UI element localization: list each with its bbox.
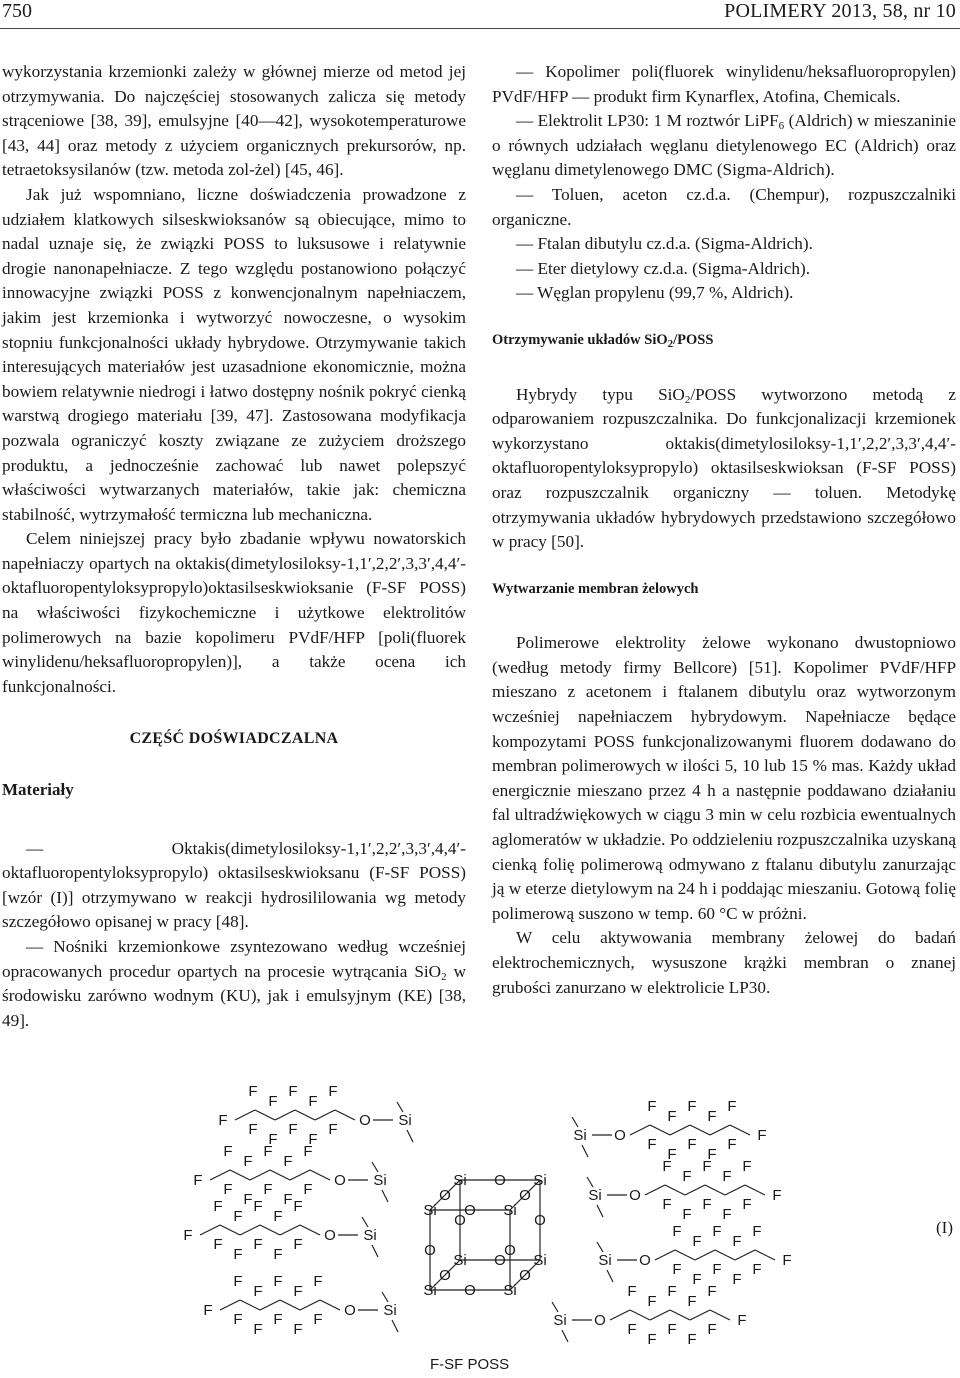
paragraph-intro-continued: wykorzystania krzemionki zależy w głównej mierze od metod jej otrzymywania. Do najczęściej stosowanych zalicza się metody strąceniowe [38, 39], emulsyjne [40—42], wysokotemperaturowe [43, 44] oraz metody z użyciem organicznych prekursorów, np. tetraetoksysilanów (tzw. metoda zol-żel) [45, 46]. [2,62,466,180]
subsection-title-materials: Materiały [2,780,74,800]
atom-label: F [313,1273,323,1290]
atom-label: Si [363,1227,377,1244]
atom-label: F [288,1121,298,1138]
bond [745,1185,765,1195]
atom-label: F [667,1146,677,1163]
atom-label: O [439,1267,451,1284]
atom-label: O [594,1312,606,1329]
atom-label: Si [533,1172,547,1189]
atom-label: F [732,1271,742,1288]
atom-label: Si [383,1302,397,1319]
atom-label: F [233,1311,243,1328]
material-item-copolymer: — Kopolimer poli(fluorek winylidenu/heksafluoropropylen) PVdF/HFP — produkt firm Kynarflex, Atofina, Chemicals. [492,62,956,106]
text-part: Hybrydy typu SiO [516,384,685,404]
bond [705,1185,725,1195]
atom-label: F [313,1311,323,1328]
fsf-poss-structure-drawing [140,1060,820,1360]
bond [715,1250,735,1260]
bond [665,1185,685,1195]
bond [685,1185,705,1195]
atom-label: F [687,1293,697,1310]
atom-label: F [752,1223,762,1240]
material-item-ether: — Eter dietylowy cz.d.a. (Sigma-Aldrich). [516,258,811,278]
atom-label: Si [533,1252,547,1269]
atom-label: F [702,1158,712,1175]
atom-label: O [519,1187,531,1204]
atom-label: F [243,1153,253,1170]
atom-label: F [687,1331,697,1348]
paragraph-membranes: Polimerowe elektrolity żelowe wykonano dwustopniowo (według metody firmy Bellcore) [51]. Kopolimer PVdF/HFP mieszano z acetonem i ftalanem dibutylu oraz wytworzonym wcześniej napełniaczem hybrydowym. Napełniacze będące kompozytami POSS funkcjonalizowanymi fluorem dodawano do membran polimerowych w ilości 5, 10 lub 15 % mas. Każdy układ energicznie mieszano przez 4 h a następnie poddawano działaniu fal ultradźwiękowych w ciągu 3 min w celu rozbicia ewentualnych aglomeratów w układzie. Po oddzieleniu rozpuszczalnika uzyskaną cienką folię polimerową odmywano z ftalanu dibutylu zanurzając ją w eterze dietylowym na 24 h i poddając mieszaniu. Gotową folię polimerową suszono w temp. 60 °C w próżni. [492,633,956,923]
atom-label: Si [503,1202,517,1219]
bond [392,1320,398,1332]
atom-label: F [293,1236,303,1253]
atom-label: F [253,1321,263,1338]
bond [315,1110,335,1120]
atom-label: O [639,1252,651,1269]
bond [372,1162,378,1172]
atom-label: F [283,1191,293,1208]
bond [582,1145,588,1157]
atom-label: O [324,1227,336,1244]
atom-label: Si [598,1252,612,1269]
bond [650,1125,670,1135]
bond [290,1170,310,1180]
atom-label: Si [423,1202,437,1219]
atom-label: F [193,1172,203,1189]
text-part: (Aldrich) w mieszaninie o równych udziałach węglanu dietylenowego EC (Aldrich) oraz węglanu dimetylenowego DMC (Sigma-Aldrich). [492,111,957,180]
atom-label: F [273,1311,283,1328]
atom-label: F [627,1321,637,1338]
atom-label: F [303,1143,313,1160]
subscript: 2 [684,393,691,406]
atom-label: O [424,1242,436,1259]
bond [372,1245,378,1257]
atom-label: F [253,1283,263,1300]
atom-label: F [782,1252,792,1269]
subsection-title-hybrids [492,328,956,353]
atom-label: O [344,1302,356,1319]
atom-label: O [439,1187,451,1204]
bond [610,1310,630,1320]
bond [572,1117,578,1127]
bond [587,1177,593,1187]
atom-label: F [662,1158,672,1175]
text-part: Otrzymywanie układów SiO [492,331,668,348]
bond [675,1250,695,1260]
bond [280,1225,300,1235]
atom-label: F [752,1261,762,1278]
chemical-structure-figure [140,1060,820,1360]
atom-label: F [268,1093,278,1110]
atom-label: F [687,1098,697,1115]
atom-label: F [253,1198,263,1215]
atom-label: F [293,1283,303,1300]
atom-label: F [727,1098,737,1115]
bond [300,1300,320,1310]
atom-label: Si [398,1112,412,1129]
atom-label: F [727,1136,737,1153]
atom-label: O [494,1172,506,1189]
atom-label: F [647,1136,657,1153]
atom-label: F [672,1223,682,1240]
bond [240,1225,260,1235]
bond [650,1310,670,1320]
atom-label: F [732,1233,742,1250]
bond [335,1110,355,1120]
atom-label: F [263,1181,273,1198]
atom-label: F [233,1246,243,1263]
text-part: /POSS [673,331,714,348]
atom-label: O [504,1242,516,1259]
section-title-experimental: CZĘŚĆ DOŚWIADCZALNA [129,730,339,748]
bond [735,1250,755,1260]
bond [260,1225,280,1235]
atom-label: F [712,1261,722,1278]
atom-label: F [757,1127,767,1144]
atom-label: F [293,1321,303,1338]
atom-label: F [772,1187,782,1204]
atom-label: F [647,1098,657,1115]
right-column [492,60,956,1000]
atom-label: F [712,1223,722,1240]
bond [280,1300,300,1310]
atom-label: F [303,1181,313,1198]
bond [670,1125,690,1135]
bond [562,1330,568,1342]
bond [670,1310,690,1320]
atom-label: F [268,1131,278,1148]
atom-label: F [233,1208,243,1225]
atom-label: F [308,1093,318,1110]
atom-label: F [328,1121,338,1138]
atom-label: Si [588,1187,602,1204]
bond [710,1125,730,1135]
atom-label: O [534,1212,546,1229]
bond [300,1225,320,1235]
bond [210,1170,230,1180]
atom-label: F [742,1196,752,1213]
bond [645,1185,665,1195]
atom-label: F [667,1283,677,1300]
atom-label: F [667,1108,677,1125]
atom-label: F [647,1331,657,1348]
atom-label: F [243,1191,253,1208]
subscript: 2 [667,337,674,350]
material-item-solvents: — Toluen, aceton cz.d.a. (Chempur), rozpuszczalniki organiczne. [492,184,956,229]
atom-label: Si [423,1282,437,1299]
atom-label: O [629,1187,641,1204]
formula-number: (I) [936,1218,953,1237]
text-part: — Nośniki krzemionkowe zsyntezowano według wcześniej opracowanych procedur opartych na procesie wytrącania SiO [2,937,466,981]
bond [200,1225,220,1235]
bond [630,1310,650,1320]
atom-label: Si [453,1172,467,1189]
atom-label: F [692,1233,702,1250]
atom-label: F [707,1108,717,1125]
bond [240,1300,260,1310]
atom-label: F [288,1083,298,1100]
atom-label: F [273,1208,283,1225]
subsection-title-membranes: Wytwarzanie membran żelowych [492,580,699,597]
atom-label: F [253,1236,263,1253]
paragraph-aim: Celem niniejszej pracy było zbadanie wpływu nowatorskich napełniaczy opartych na oktakis(dimetylosiloksy-1,1′,2,2′,3,3′,4,4′-oktafluoropentyloksypropylo)oktasilseskwioksanie (F-SF POSS) na właściwości fizykochemiczne i użytkowe elektrolitów polimerowych na bazie kopolimeru PVdF/HFP [poli(fluorek winylidenu/heksafluoropropylen)], a także ocena ich funkcjonalności. [2,529,466,696]
paragraph-hybrids [492,383,956,555]
atom-label: F [707,1321,717,1338]
bond [320,1300,340,1310]
bond [382,1190,388,1202]
atom-label: F [308,1131,318,1148]
atom-label: O [614,1127,626,1144]
atom-label: F [692,1271,702,1288]
atom-label: F [672,1261,682,1278]
bond [655,1250,675,1260]
bond [695,1250,715,1260]
bond [397,1102,403,1112]
page-number: 750 [2,0,32,22]
bond [630,1125,650,1135]
bond [270,1170,290,1180]
bond [607,1270,613,1282]
bond [220,1300,240,1310]
atom-label: O [334,1172,346,1189]
bond [310,1170,330,1180]
bond [235,1110,255,1120]
atom-label: F [218,1112,228,1129]
atom-label: F [737,1312,747,1329]
page-header [0,0,960,26]
bond [250,1170,270,1180]
header-divider [0,28,960,29]
bond [295,1110,315,1120]
subscript: 6 [778,120,785,133]
atom-label: F [627,1283,637,1300]
text-part: — Elektrolit LP30: 1 M roztwór LiPF [516,111,779,131]
left-column [2,60,466,1033]
bond [407,1130,413,1142]
atom-label: Si [573,1127,587,1144]
text-part: /POSS wytworzono metodą z odparowaniem rozpuszczalnika. Do funkcjonalizacji krzemionek wykorzystano oktakis(dimetylosiloksy-1,1′,2,2′,3,3′,4,4′-oktafluoropentyloksypropylo) oktasilseskwioksan (F-SF POSS) oraz rozpuszczalnik organiczny — toluen. Metodykę otrzymywania układów hybrydowych przedstawiono szczegółowo w pracy [50]. [492,384,956,552]
text-part: w środowisku zarówno wodnym (KU), jak i emulsyjnym (KE) [38, 49]. [2,961,466,1030]
journal-title: POLIMERY 2013, 58, nr 10 [724,0,956,22]
atom-label: F [183,1227,193,1244]
atom-label: F [682,1206,692,1223]
bond [710,1310,730,1320]
atom-label: F [223,1181,233,1198]
bond [255,1110,275,1120]
bond [260,1300,280,1310]
bond [220,1225,240,1235]
atom-label: F [662,1196,672,1213]
atom-label: O [454,1212,466,1229]
bond [730,1125,750,1135]
bond [382,1292,388,1302]
paragraph-poss-motivation: Jak już wspomniano, liczne doświadczenia prowadzone z udziałem klatkowych silseskwioksanów są obiecujące, mimo to nadal uznaje się, że związki POSS to luksusowe i relatywnie drogie nanonapełniacze. Z tego względu postanowiono połączyć innowacyjne związki POSS z konwencjonalnym napełniaczem, jakim jest krzemionka i wytworzyć nowoczesne, o wysokim stopniu funkcjonalności układy hybrydowe. Otrzymywanie takich interesujących materiałów jest uzasadnione ekonomicznie, można bowiem relatywnie niedrogi i łatwo dostępny nośnik pokryć cienką warstwą drogiego materiału [39, 47]. Zastosowana modyfikacja pozwala ograniczyć koszty związane ze zużyciem droższego produktu, a jednocześnie zachować lub nawet polepszyć właściwości wytwarzanych materiałów, takie jak: chemiczna stabilność, wytrzymałość termiczna lub mechaniczna. [2,184,466,524]
atom-label: O [464,1202,476,1219]
atom-label: F [722,1206,732,1223]
atom-label: F [707,1283,717,1300]
bond [690,1310,710,1320]
bond [552,1302,558,1312]
atom-label: O [464,1282,476,1299]
atom-label: F [213,1236,223,1253]
bond [597,1242,603,1252]
atom-label: F [273,1273,283,1290]
atom-label: F [707,1146,717,1163]
atom-label: Si [373,1172,387,1189]
atom-label: O [359,1112,371,1129]
atom-label: F [233,1273,243,1290]
paragraph-activation: W celu aktywowania membrany żelowej do badań elektrochemicznych, wysuszone krążki membran o znanej grubości zanurzano w elektrolicie LP30. [492,928,956,997]
atom-label: F [248,1083,258,1100]
bond [362,1217,368,1227]
atom-label: O [494,1252,506,1269]
subscript: 2 [441,970,447,983]
atom-label: Si [453,1252,467,1269]
bond [275,1110,295,1120]
material-item-silica-carriers [2,935,466,1033]
bond [230,1170,250,1180]
atom-label: F [213,1198,223,1215]
bond [690,1125,710,1135]
figure-caption: F-SF POSS [430,1356,510,1373]
atom-label: F [687,1136,697,1153]
atom-label: F [248,1121,258,1138]
atom-label: F [223,1143,233,1160]
bond [755,1250,775,1260]
atom-label: Si [503,1282,517,1299]
atom-label: F [682,1168,692,1185]
bond [597,1205,603,1217]
bond [725,1185,745,1195]
material-item-electrolyte [492,109,956,183]
atom-label: F [273,1246,283,1263]
atom-label: F [263,1143,273,1160]
material-item-fsf-poss: — Oktakis(dimetylosiloksy-1,1′,2,2′,3,3′,4,4′-oktafluoropentyloksypropylo) oktasilseskwioksanu (F-SF POSS) [wzór (I)] otrzymywano w reakcji hydrosililowania wg metody szczegółowo opisanej w pracy [48]. [2,838,466,932]
atom-label: F [647,1293,657,1310]
material-item-phthalate: — Ftalan dibutylu cz.d.a. (Sigma-Aldrich). [516,234,813,254]
atom-label: F [667,1321,677,1338]
atom-label: F [328,1083,338,1100]
atom-label: F [742,1158,752,1175]
atom-label: F [722,1168,732,1185]
material-item-propylene-carbonate: — Węglan propylenu (99,7 %, Aldrich). [516,283,794,303]
atom-label: F [293,1198,303,1215]
atom-label: F [203,1302,213,1319]
atom-label: F [283,1153,293,1170]
atom-label: F [702,1196,712,1213]
atom-label: Si [553,1312,567,1329]
atom-label: O [519,1267,531,1284]
